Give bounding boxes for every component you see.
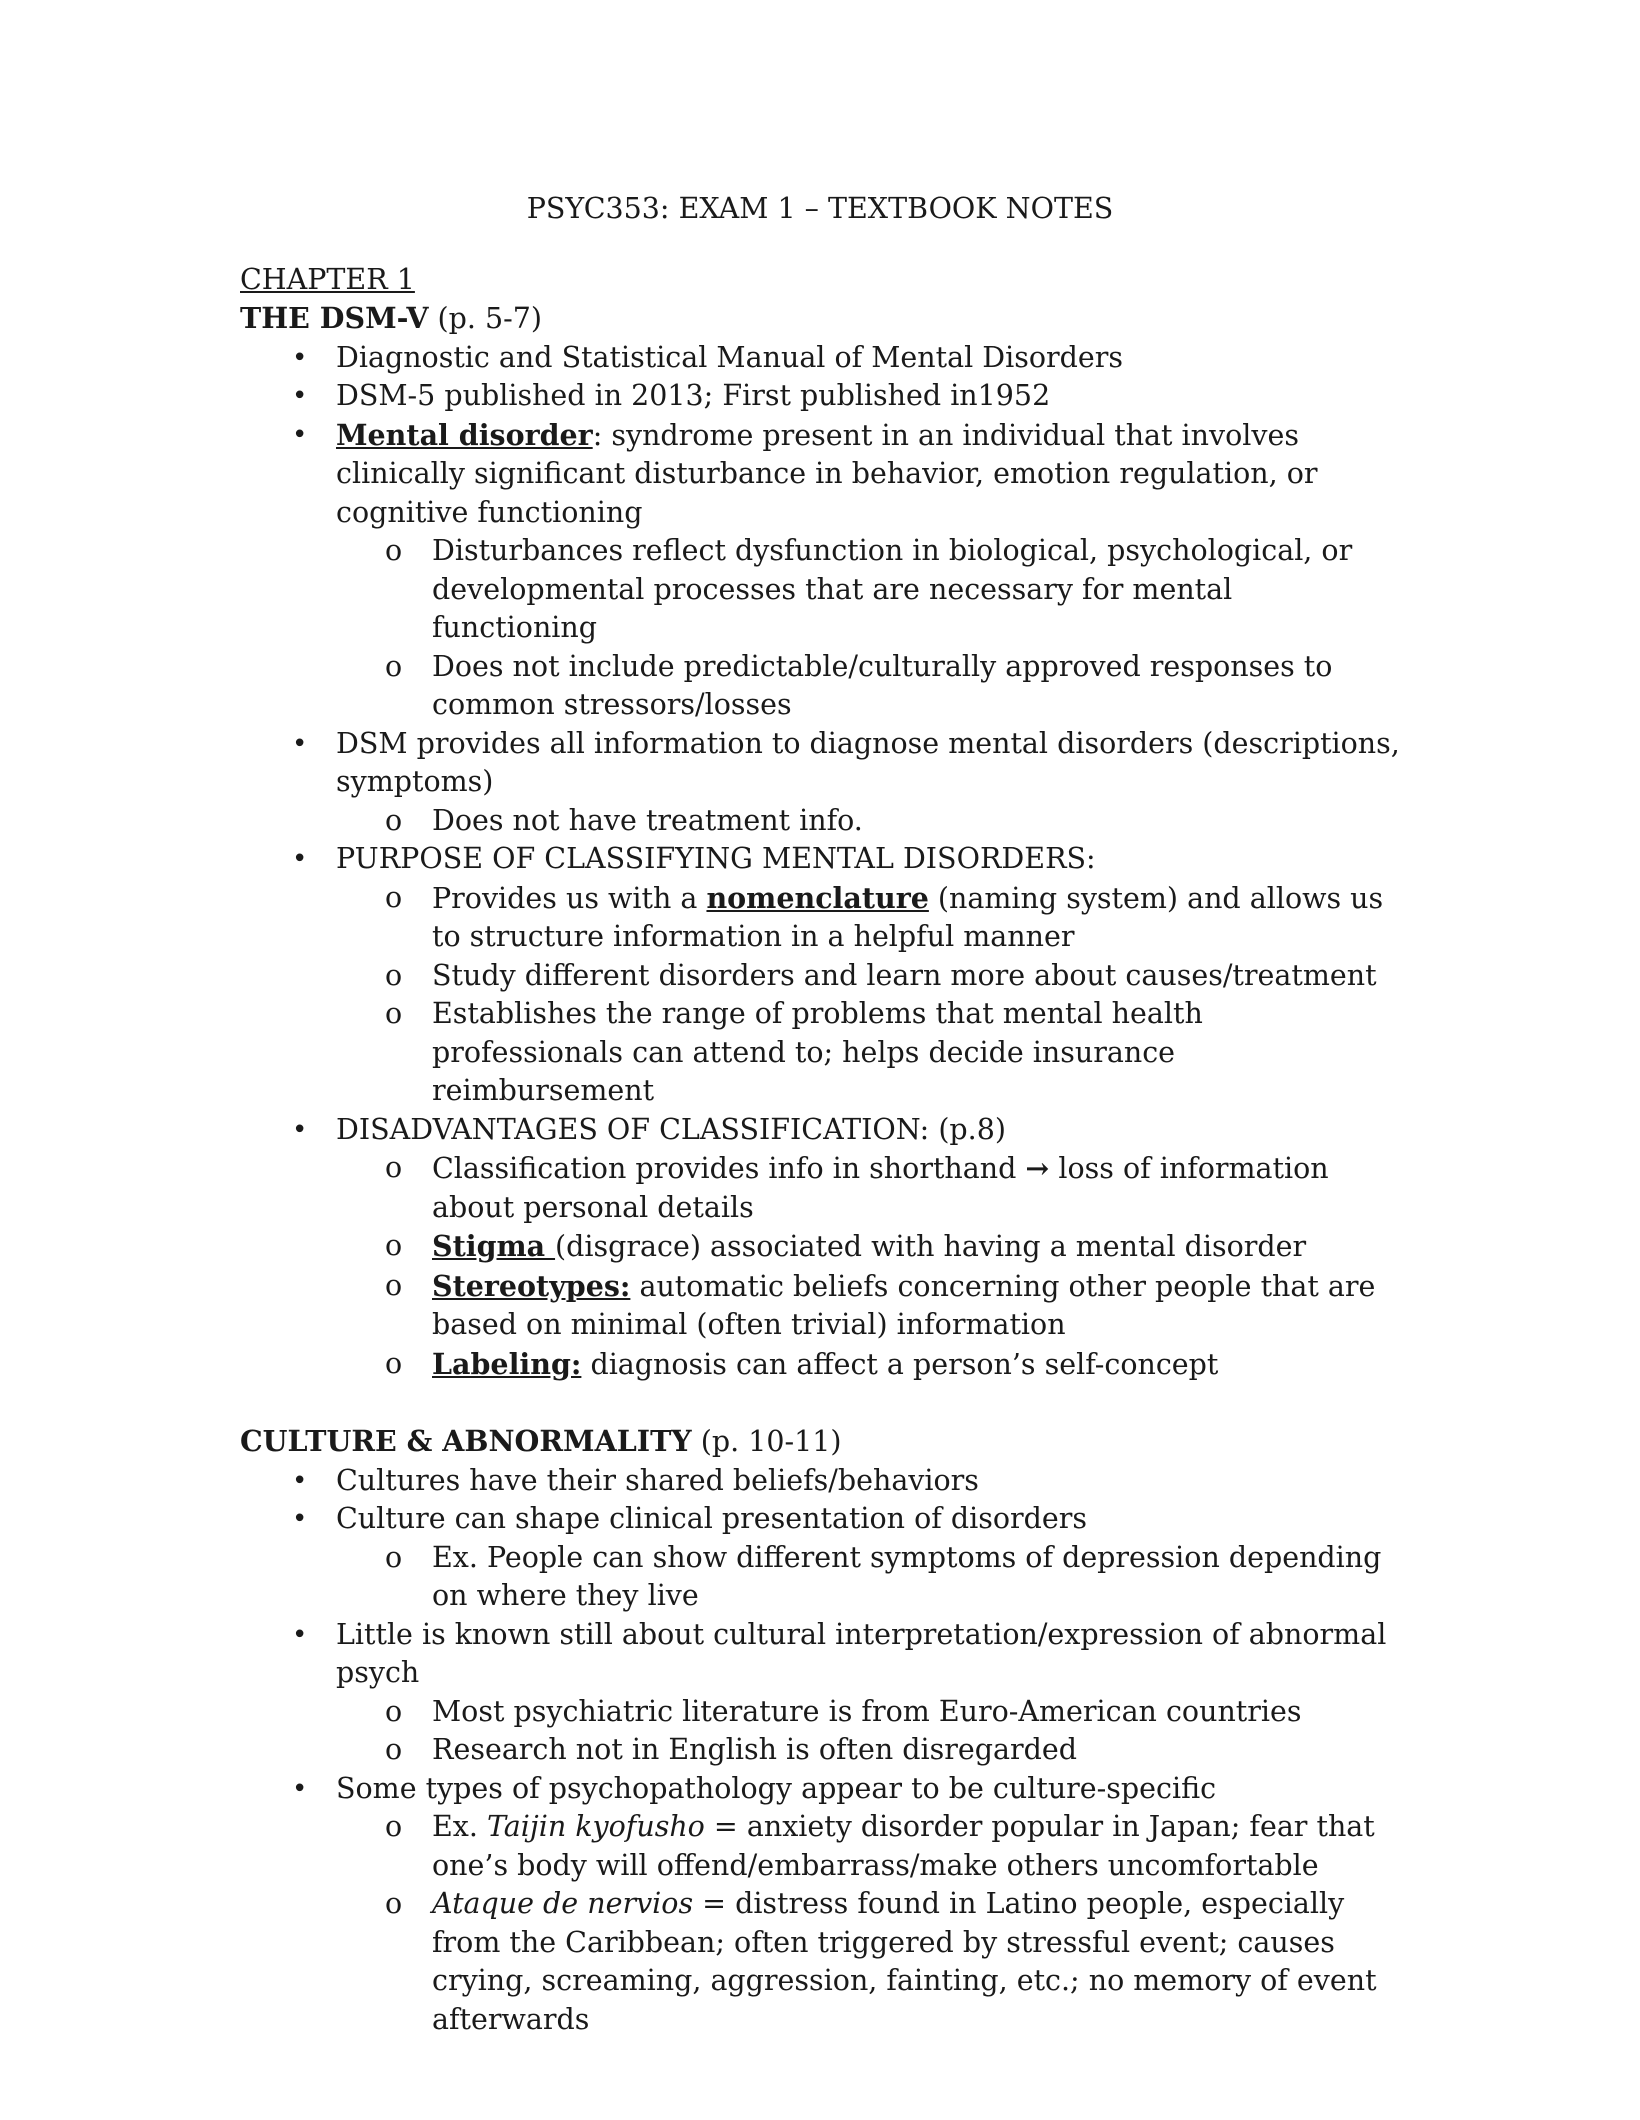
text-run: PURPOSE OF CLASSIFYING MENTAL DISORDERS: [336,842,1096,875]
section-heading-pages: (p. 5-7) [428,302,543,335]
key-term: nomenclature [706,880,929,915]
sub-bullet-list [336,1693,1400,1770]
sub-bullet-list [336,879,1400,1111]
list-item [240,725,1400,841]
list-item-text [336,842,1096,875]
list-item [240,377,1400,416]
sub-list-item [240,532,1400,648]
section-heading [240,1422,1400,1462]
sub-list-item-text [432,882,1383,954]
sub-list-item-text [432,1152,1329,1224]
text-run: (disgrace) associated with having a mental disorder [555,1230,1307,1263]
chapter-heading: CHAPTER 1 [240,262,415,296]
bullet-icon: • [292,1619,308,1650]
list-item-text [336,727,1400,799]
sub-list-item [240,879,1400,957]
circle-bullet-icon: o [385,803,403,837]
bullet-icon: • [292,728,308,759]
circle-bullet-icon: o [385,1268,403,1302]
sub-list-item [240,1227,1400,1267]
bullet-icon: • [292,381,308,411]
sub-list-item [240,1885,1400,2039]
sub-bullet-list [336,1808,1400,2039]
list-item-text [336,1502,1087,1535]
sub-list-item-text [432,534,1352,644]
sub-list-item [240,1267,1400,1345]
bullet-icon: • [292,1114,308,1145]
circle-bullet-icon: o [385,1694,403,1728]
section-heading-pages: (p. 10-11) [691,1425,842,1458]
key-term: Mental disorder [336,417,593,452]
text-run: (naming system) and allows us to structure information in a helpful manner [432,881,1384,953]
circle-bullet-icon: o [385,880,403,914]
sub-list-item-text [432,1887,1377,2036]
italic-term: Taijin kyofusho [487,1810,705,1843]
sub-list-item [240,1731,1400,1770]
bullet-icon: • [292,419,308,450]
section-heading [240,299,1400,339]
text-run: automatic beliefs concerning other people that are based on minimal (often trivial) information [432,1269,1376,1341]
text-run: diagnosis can affect a person’s self-concept [581,1347,1219,1381]
text-run: Does not include predictable/culturally approved responses to common stressors/losses [432,649,1333,721]
text-run: Establishes the range of problems that mental health professionals can attend to; helps decide insurance reimbursement [432,997,1203,1107]
circle-bullet-icon: o [385,1810,403,1843]
list-item-text [336,1464,979,1497]
section-heading-bold: THE DSM-V [240,301,429,335]
text-run: = anxiety disorder popular in Japan; fear that one’s body will offend/embarrass/make others uncomfortable [432,1810,1375,1882]
sub-list-item-text [432,1348,1218,1381]
bullet-icon: • [292,1465,308,1496]
text-run: Some types of psychopathology appear to be culture-specific [336,1771,1217,1805]
sub-list-item-text [432,1810,1375,1882]
text-run: DSM provides all information to diagnose mental disorders (descriptions, symptoms) [336,726,1400,798]
text-run: Culture can shape clinical presentation of disorders [336,1502,1087,1535]
list-item-text [336,419,1318,529]
circle-bullet-icon: o [385,649,403,683]
bullet-icon: • [292,844,308,874]
circle-bullet-icon: o [385,1887,403,1920]
sub-list-item [240,1808,1400,1885]
list-item [240,1616,1400,1770]
bullet-list [240,1462,1400,2040]
sub-list-item-text [432,1695,1302,1728]
sub-bullet-list [336,1539,1400,1616]
section-heading-bold: CULTURE & ABNORMALITY [240,1424,692,1458]
text-run: Does not have treatment info. [432,803,863,837]
sub-list-item [240,957,1400,996]
text-run: Cultures have their shared beliefs/behaviors [336,1463,979,1497]
italic-term: Ataque de nervios [432,1887,694,1920]
text-run: Provides us with a [432,881,707,915]
arrow-right-icon: → [1025,1151,1050,1185]
sub-list-item [240,802,1400,841]
list-item [240,416,1400,725]
sub-bullet-list [336,1149,1400,1384]
sub-bullet-list [336,532,1400,725]
list-item [240,1462,1400,1501]
key-term: Labeling: [432,1346,582,1381]
sub-list-item-text [432,1230,1306,1263]
text-run: loss of information about personal details [432,1152,1329,1224]
circle-bullet-icon: o [385,1151,403,1184]
section-spacer [240,1384,1400,1422]
sub-list-item-text [432,1541,1381,1613]
list-item-text [336,341,1123,374]
sub-list-item-text [432,997,1203,1107]
list-item [240,1770,1400,2040]
sub-list-item [240,1693,1400,1732]
circle-bullet-icon: o [385,958,403,992]
circle-bullet-icon: o [385,1733,403,1766]
list-item-text [336,379,1050,412]
sub-list-item [240,1345,1400,1385]
list-item [240,840,1400,1111]
sub-list-item-text [432,959,1377,992]
circle-bullet-icon: o [385,1229,403,1262]
text-run: Research not in English is often disregarded [432,1733,1077,1766]
sub-bullet-list [336,802,1400,841]
text-run: Disturbances reflect dysfunction in biological, psychological, or developmental processes that are necessary for mental functioning [432,534,1353,644]
page-title: PSYC353: EXAM 1 – TEXTBOOK NOTES [526,192,1114,225]
text-run: Classification provides info in shorthand [432,1152,1026,1185]
sub-list-item-text [432,650,1332,722]
sub-list-item-text [432,1733,1077,1766]
text-run: Study different disorders and learn more about causes/treatment [432,958,1377,992]
text-run: DSM-5 published in 2013; First published in1952 [336,379,1051,412]
list-item-text [336,1113,1006,1146]
text-run: Little is known still about cultural interpretation/expression of abnormal psych [336,1617,1387,1689]
circle-bullet-icon: o [385,1346,403,1380]
document-page [240,190,1400,2039]
sections-container [240,299,1400,2039]
sub-list-item [240,648,1400,725]
sub-list-item-text [432,804,863,837]
list-item-text [336,1772,1216,1805]
bullet-icon: • [292,342,308,373]
bullet-icon: • [292,1773,308,1804]
text-run: Most psychiatric literature is from Euro-American countries [432,1694,1302,1728]
text-run: DISADVANTAGES OF CLASSIFICATION: (p.8) [336,1112,1006,1146]
sub-list-item [240,995,1400,1111]
sub-list-item-text [432,1270,1375,1342]
bullet-list [240,339,1400,1385]
text-run: Ex. [432,1810,487,1843]
list-item [240,1111,1400,1385]
list-item [240,339,1400,378]
sub-list-item [240,1539,1400,1616]
key-term: Stereotypes: [432,1268,631,1303]
list-item-text [336,1618,1386,1690]
sub-list-item [240,1149,1400,1227]
text-run: : syndrome present in an individual that involves clinically significant disturbance in behavior, emotion regulation, or cognitive functioning [336,418,1318,529]
bullet-icon: • [292,1504,308,1534]
text-run: Diagnostic and Statistical Manual of Mental Disorders [336,340,1124,374]
key-term: Stigma [432,1229,556,1263]
text-run: = distress found in Latino people, especially from the Caribbean; often triggered by stressful event; causes crying, screaming, aggression, fainting, etc.; no memory of event afterwards [432,1887,1377,2036]
circle-bullet-icon: o [385,1540,403,1574]
text-run: Ex. People can show different symptoms of depression depending on where they live [432,1540,1382,1612]
list-item [240,1500,1400,1616]
circle-bullet-icon: o [385,534,403,567]
circle-bullet-icon: o [385,997,403,1030]
